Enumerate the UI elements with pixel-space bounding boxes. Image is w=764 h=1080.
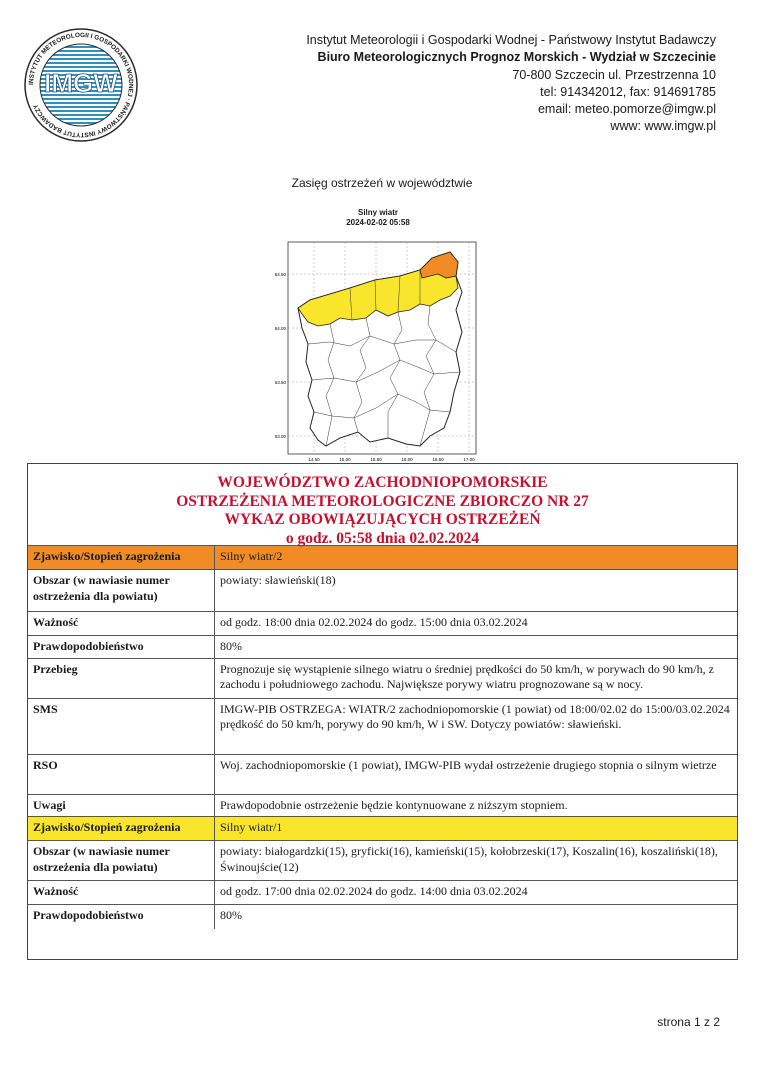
warning-report [27,463,738,960]
row-value: IMGW-PIB OSTRZEGA: WIATR/2 zachodniopomorskie (1 powiat) od 18:00/02.02 do 15:00/03.02.2024 prędkość do 50 km/h, porywy do 90 km/h, W i SW. Dotyczy powiatów: sławieński. [215,698,738,754]
map-section-title: Zasięg ostrzeżeń w województwie [291,176,473,190]
row-label: SMS [28,698,215,754]
institution-header [306,32,716,136]
lon-label: 16.00 [401,457,413,462]
institution-name: Instytut Meteorologii i Gospodarki Wodnej - Państwowy Instytut Badawczy [306,33,716,47]
row-label: Obszar (w nawiasie numer ostrzeżenia dla powiatu) [28,841,215,881]
report-title-number: OSTRZEŻENIA METEOROLOGICZNE ZBIORCZO NR 27 [176,492,589,510]
row-value: powiaty: sławieński(18) [215,570,738,612]
table-row [28,841,737,881]
row-label: Ważność [28,612,215,636]
map-caption [270,208,486,228]
row-value: Silny wiatr/2 [215,546,738,570]
table-row [28,636,737,659]
row-value: 80% [215,636,738,659]
table-row [28,612,737,636]
map-svg [270,232,486,466]
office-name: Biuro Meteorologicznych Prognoz Morskich - Wydział w Szczecinie [317,50,716,65]
table-row [28,794,737,817]
logo-ring-text: INSTYTUT METEOROLOGII I GOSPODARKI WODNEJ · PAŃSTWOWY INSTYTUT BADAWCZY [27,31,135,139]
row-label: Uwagi [28,794,215,817]
lon-label: 16.50 [432,457,444,462]
table-row [28,658,737,698]
table-row [28,698,737,754]
row-value: powiaty: białogardzki(15), gryficki(16), kamieński(15), kołobrzeski(17), Koszalin(16), koszaliński(18), Świnoujście(12) [215,841,738,881]
row-label: Obszar (w nawiasie numer ostrzeżenia dla powiatu) [28,570,215,612]
row-label: RSO [28,754,215,794]
table-row [28,817,737,841]
row-value: Silny wiatr/1 [215,817,738,841]
logo-text: IMGW [44,68,118,98]
lon-label: 15.00 [339,457,351,462]
lat-label: 53.00 [274,434,286,439]
lat-label: 53.50 [274,380,286,385]
row-label: Zjawisko/Stopień zagrożenia [28,546,215,570]
table-row [28,881,737,905]
lon-label: 17.00 [463,457,475,462]
warnings-table [28,545,737,929]
phone-fax: tel: 914342012, fax: 914691785 [540,84,716,99]
lat-label: 54.00 [274,326,286,331]
row-value: 80% [215,905,738,929]
row-value: Prawdopodobnie ostrzeżenie będzie kontynuowane z niższym stopniem. [215,794,738,817]
warning-map [270,208,486,466]
report-heading [28,464,737,545]
lon-label: 15.50 [370,457,382,462]
row-value: Woj. zachodniopomorskie (1 powiat), IMGW-PIB wydał ostrzeżenie drugiego stopnia o silnym wietrze [215,754,738,794]
website: www: www.imgw.pl [610,119,716,134]
report-title-time: o godz. 05:58 dnia 02.02.2024 [285,529,480,547]
row-label: Ważność [28,881,215,905]
row-value: od godz. 18:00 dnia 02.02.2024 do godz. 15:00 dnia 03.02.2024 [215,612,738,636]
imgw-logo [22,26,140,144]
lat-label: 54.50 [274,272,286,277]
row-value: od godz. 17:00 dnia 02.02.2024 do godz. 14:00 dnia 03.02.2024 [215,881,738,905]
row-value: Prognozuje się wystąpienie silnego wiatru o średniej prędkości do 50 km/h, w porywach do 90 km/h, z zachodu i południowego zachodu. Największe porywy wiatru prognozowane są w nocy. [215,658,738,698]
table-row [28,570,737,612]
table-row [28,546,737,570]
row-label: Prawdopodobieństwo [28,636,215,659]
map-caption-date: 2024-02-02 05:58 [346,218,410,227]
page-number: strona 1 z 2 [657,1015,720,1029]
table-row [28,754,737,794]
row-label: Zjawisko/Stopień zagrożenia [28,817,215,841]
email: email: meteo.pomorze@imgw.pl [537,102,716,117]
report-title-region: WOJEWÓDZTWO ZACHODNIOPOMORSKIE [217,474,548,491]
row-label: Przebieg [28,658,215,698]
map-caption-phenomenon: Silny wiatr [357,208,398,217]
lon-label: 14.50 [308,457,320,462]
table-row [28,905,737,929]
report-title-list: WYKAZ OBOWIĄZUJĄCYCH OSTRZEŻEŃ [224,511,541,528]
address: 70-800 Szczecin ul. Przestrzenna 10 [512,67,716,82]
row-label: Prawdopodobieństwo [28,905,215,929]
